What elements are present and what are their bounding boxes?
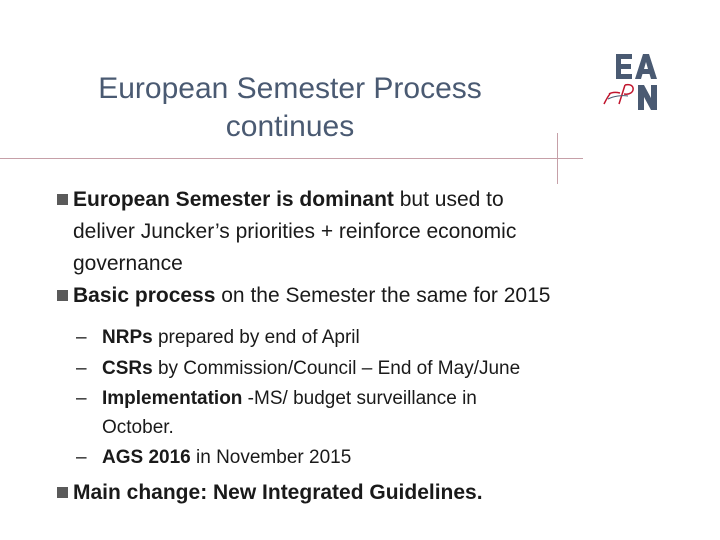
sub-bullet-bold-text: NRPs bbox=[102, 327, 153, 348]
slide-body bbox=[52, 184, 552, 509]
sub-bullet-text: prepared by end of April bbox=[152, 327, 360, 348]
sub-bullet-text: in November 2015 bbox=[190, 447, 352, 468]
slide-title-line-2: continues bbox=[225, 110, 355, 143]
sub-bullet-bold-text: CSRs bbox=[102, 357, 153, 379]
square-bullet-icon bbox=[57, 194, 68, 205]
slide-title-line-1: European Semester Process bbox=[98, 72, 482, 105]
sub-bullet-item bbox=[76, 385, 552, 442]
sub-bullet-bold-text: Implementation bbox=[102, 388, 243, 409]
bullet-text: but used to deliver Juncker’s priorities + reinforce economic governance bbox=[73, 188, 517, 275]
dash-marker: – bbox=[76, 447, 87, 468]
sub-bullet-item bbox=[76, 324, 552, 353]
square-bullet-icon bbox=[57, 487, 68, 498]
sub-bullet-item bbox=[76, 355, 552, 384]
slide-title bbox=[40, 70, 540, 146]
title-rule-vertical bbox=[557, 133, 558, 184]
bullet-item bbox=[52, 477, 552, 509]
bullet-item bbox=[52, 280, 552, 312]
sub-bullet-item bbox=[76, 444, 552, 473]
bullet-bold-text: European Semester is dominant bbox=[73, 188, 394, 211]
dash-marker: – bbox=[76, 327, 87, 348]
title-rule-horizontal bbox=[0, 158, 583, 159]
eapn-logo bbox=[598, 52, 670, 112]
sub-bullet-bold-text: AGS 2016 bbox=[102, 447, 191, 468]
bullet-text: on the Semester the same for 2015 bbox=[215, 284, 551, 307]
sub-bullet-text: by Commission/Council – End of May/June bbox=[152, 357, 521, 379]
bullet-bold-text: Main change: New Integrated Guidelines. bbox=[73, 480, 483, 504]
dash-marker: – bbox=[76, 388, 87, 409]
bullet-item bbox=[52, 184, 552, 280]
bullet-bold-text: Basic process bbox=[73, 284, 216, 307]
square-bullet-icon bbox=[57, 290, 68, 301]
dash-marker: – bbox=[76, 357, 87, 379]
sub-bullet-list bbox=[52, 324, 552, 473]
sub-bullet-text: -MS/ budget surveillance in October. bbox=[102, 388, 477, 438]
